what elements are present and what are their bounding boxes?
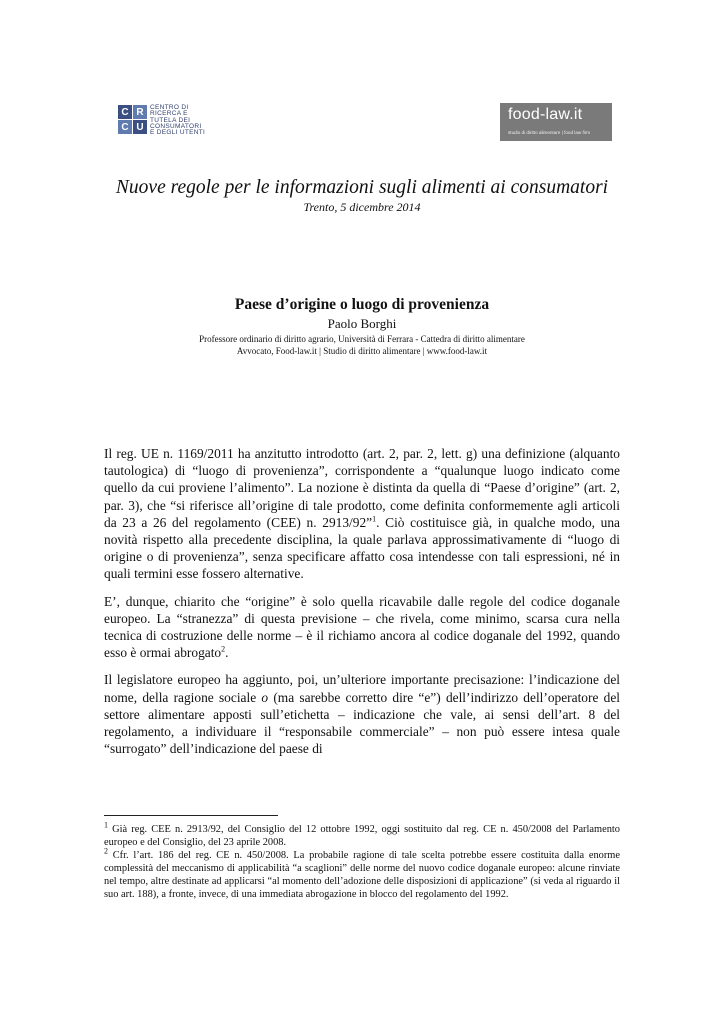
author-affiliation: Professore ordinario di diritto agrario, Università di Ferrara - Cattedra di diritto alimentare [199, 334, 525, 344]
footnote-separator [104, 815, 278, 816]
crcu-logo-text [150, 105, 205, 136]
foodlaw-logo-tagline: studio di diritto alimentare | food law firm [508, 130, 591, 135]
footnote-text: Cfr. l’art. 186 del reg. CE n. 450/2008. La probabile ragione di tale scelta potrebbe essere costituita dalla enorme complessità del meccanismo di applicabilità “a scaglioni” delle norme del nuovo codice doganale europeo: alcune rinviate nel tempo, altre destinate ad applicarsi “al momento dell’adozione delle disposizioni di applicazione” (si veda al riguardo il suo art. 188), a fronte, invece, di una immediata abrogazione in blocco del regolamento del 1992. [104, 850, 620, 901]
paragraph-emphasis: o [261, 689, 269, 705]
body-text [104, 445, 620, 767]
author-affiliation: Avvocato, Food-law.it | Studio di diritto alimentare | www.food-law.it [236, 346, 488, 356]
footnote-number: 1 [104, 820, 108, 830]
paragraph-text: Il legislatore europeo ha aggiunto, poi, un’ulteriore importante precisazione: l’indicazione del nome, della ragione sociale [104, 672, 620, 705]
footnote-ref: 2 [221, 644, 226, 654]
footnote-ref: 1 [372, 514, 377, 524]
foodlaw-logo [500, 103, 612, 141]
paper-title: Paese d’origine o luogo di provenienza [234, 296, 490, 313]
paragraph [104, 671, 620, 757]
crcu-line: CONSUMATORI [150, 122, 202, 130]
paragraph-text: E’, dunque, chiarito che “origine” è solo quella ricavabile dalle regole del codice doganale europeo. La “stranezza” di questa previsione – che rivela, come minimo, scarsa cura nella tecnica di costruzione delle norme – è il richiamo ancora al codice doganale del 1992, quando esso è ormai abrogato [104, 593, 620, 661]
crcu-logo [118, 105, 205, 136]
conference-place-date: Trento, 5 dicembre 2014 [303, 200, 421, 214]
crcu-letter: U [133, 120, 147, 134]
paragraph-text: . [225, 645, 229, 661]
footnote-number: 2 [104, 846, 108, 856]
conference-title: Nuove regole per le informazioni sugli alimenti ai consumatori [115, 177, 609, 198]
crcu-letter: C [118, 120, 132, 134]
footnote-text: Già reg. CEE n. 2913/92, del Consiglio del 12 ottobre 1992, oggi sostituito dal reg. CE n. 450/2008 del Parlamento europeo e del Consiglio, del 23 aprile 2008. [104, 824, 620, 849]
crcu-line: CENTRO DI [150, 104, 189, 111]
paragraph-text: Il reg. UE n. 1169/2011 ha anzitutto introdotto (art. 2, par. 2, lett. g) una definizione (alquanto tautologica) di “luogo di provenienza”, corrispondente a “qualunque luogo indicato come quello da cui proviene l’alimento”. La nozione è distinta da quella di “Paese d’origine” (art. 2, par. 3), che “si riferisce all’origine di tale prodotto, come definita conformemente agli articoli da 23 a 26 del regolamento (CEE) n. 2913/92” [104, 446, 620, 530]
paragraph-text: (ma sarebbe corretto dire “e”) dell’indirizzo dell’operatore del settore alimentare apposti sull’etichetta – indicazione che vale, ai sensi dell’art. 8 del regolamento, a individuare il “responsabile commerciale” – non può essere intesa quale “surrogato” dell’indicazione del paese di [104, 689, 620, 757]
crcu-letter: C [118, 105, 132, 119]
footnotes [104, 820, 620, 902]
author-name: Paolo Borghi [327, 316, 397, 331]
crcu-line: RICERCA E [150, 110, 188, 118]
paragraph [104, 593, 620, 662]
footnote [104, 846, 620, 901]
footnote [104, 820, 620, 849]
crcu-line: E DEGLI UTENTI [150, 129, 206, 137]
crcu-letter: R [133, 105, 147, 119]
crcu-logo-mark [118, 105, 147, 134]
foodlaw-logo-name: food-law.it [508, 106, 583, 123]
paragraph [104, 445, 620, 583]
crcu-line: TUTELA DEI [150, 116, 191, 124]
paragraph-text: . Ciò costituisce già, in qualche modo, una novità rispetto alla precedente disciplina, la quale parlava approssimativamente di “luogo di origine o di provenienza”, senza specificare affatto cosa intendesse con tali espressioni, né in quali termini esse fossero alternative. [104, 514, 620, 582]
